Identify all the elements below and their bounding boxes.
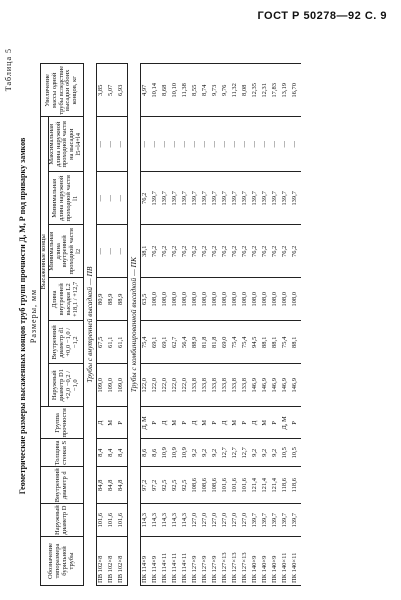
table-row [281, 64, 291, 586]
cell-min-len-inner: 76,2 [241, 225, 251, 278]
cell-max-len-outer: — [161, 117, 171, 172]
cell-upset-inner: 81,8 [211, 321, 221, 364]
table-row [161, 64, 171, 586]
cell-min-len-outer: 139,7 [181, 172, 191, 225]
cell-max-len-outer: — [107, 117, 117, 172]
cell-min-len-outer: 139,7 [221, 172, 231, 225]
cell-inner-d: 84,8 [107, 467, 117, 504]
cell-wall: 8,4 [96, 439, 107, 467]
cell-upset-inner: 56,4 [181, 321, 191, 364]
cell-max-len-outer: — [281, 117, 291, 172]
col-min-len-inner: Минимальная длина внутренней проходной части l2 [48, 225, 83, 278]
cell-min-len-outer: 76,2 [140, 172, 151, 225]
cell-type: ПК 140×9 [261, 537, 271, 586]
cell-type: ПК 127×13 [241, 537, 251, 586]
cell-min-len-outer: 139,7 [171, 172, 181, 225]
col-group: Группа прочности [41, 407, 84, 439]
cell-outer-d: 127,0 [201, 504, 211, 537]
cell-min-len-inner: — [117, 225, 128, 278]
cell-inner-d: 108,6 [211, 467, 221, 504]
cell-min-len-inner: — [96, 225, 107, 278]
cell-outer-d: 114,3 [161, 504, 171, 537]
cell-upset-outer: 133,8 [191, 364, 201, 407]
cell-min-len-inner: 76,2 [171, 225, 181, 278]
cell-min-len-outer: 139,7 [241, 172, 251, 225]
cell-max-len-outer: — [251, 117, 261, 172]
cell-mass: 4,97 [140, 64, 151, 117]
cell-inner-upset-len: 108,0 [281, 278, 291, 321]
cell-mass: 13,19 [281, 64, 291, 117]
table-row [211, 64, 221, 586]
col-inner-d: Внутренний диаметр d [41, 467, 84, 504]
cell-wall: 8,6 [151, 439, 161, 467]
cell-mass: 16,70 [291, 64, 301, 117]
cell-mass: 12,35 [251, 64, 261, 117]
cell-max-len-outer: — [96, 117, 107, 172]
cell-upset-inner: 75,4 [281, 321, 291, 364]
cell-min-len-outer: — [117, 172, 128, 225]
cell-max-len-outer: — [171, 117, 181, 172]
cell-group: Д [251, 407, 261, 439]
table-row [171, 64, 181, 586]
cell-min-len-outer: 139,7 [201, 172, 211, 225]
cell-min-len-inner: 76,2 [211, 225, 221, 278]
cell-type: ПК 140×9 [271, 537, 281, 586]
cell-type: ПК 140×11 [291, 537, 301, 586]
cell-inner-d: 118,6 [291, 467, 301, 504]
cell-outer-d: 127,0 [231, 504, 241, 537]
cell-upset-outer: 109,0 [96, 364, 107, 407]
cell-min-len-outer: 139,7 [211, 172, 221, 225]
cell-outer-d: 139,7 [281, 504, 291, 537]
cell-upset-inner: 67,5 [96, 321, 107, 364]
cell-inner-d: 97,2 [151, 467, 161, 504]
cell-mass: 8,74 [201, 64, 211, 117]
cell-inner-upset-len: 108,0 [211, 278, 221, 321]
cell-inner-d: 92,5 [181, 467, 191, 504]
table-row [151, 64, 161, 586]
cell-max-len-outer: — [271, 117, 281, 172]
cell-mass: 9,76 [221, 64, 231, 117]
cell-outer-d: 114,3 [171, 504, 181, 537]
cell-inner-upset-len: 80,9 [96, 278, 107, 321]
cell-inner-upset-len: 88,9 [117, 278, 128, 321]
cell-upset-outer: 146,9 [281, 364, 291, 407]
cell-group: Д, М [281, 407, 291, 439]
cell-upset-inner: 69,1 [161, 321, 171, 364]
cell-wall: 10,5 [281, 439, 291, 467]
cell-upset-outer: 109,0 [107, 364, 117, 407]
cell-upset-inner: 88,1 [261, 321, 271, 364]
cell-upset-inner: 75,4 [231, 321, 241, 364]
cell-mass: 11,38 [181, 64, 191, 117]
cell-wall: 9,2 [211, 439, 221, 467]
cell-min-len-inner: 76,2 [181, 225, 191, 278]
cell-upset-inner: 88,9 [191, 321, 201, 364]
table-row [261, 64, 271, 586]
cell-mass: 12,31 [261, 64, 271, 117]
cell-wall: 8,4 [117, 439, 128, 467]
cell-group: Д [161, 407, 171, 439]
cell-wall: 9,2 [251, 439, 261, 467]
cell-max-len-outer: — [117, 117, 128, 172]
cell-min-len-outer: 139,7 [271, 172, 281, 225]
dimensions-table [40, 63, 301, 586]
cell-wall: 9,2 [271, 439, 281, 467]
cell-upset-outer: 133,8 [221, 364, 231, 407]
table-subtitle: Размеры, мм [29, 288, 38, 344]
table-row [291, 64, 301, 586]
cell-inner-d: 121,4 [251, 467, 261, 504]
col-wall: Толщина стенки S [41, 439, 84, 467]
cell-min-len-outer: 139,7 [231, 172, 241, 225]
cell-group: Р [211, 407, 221, 439]
cell-max-len-outer: — [211, 117, 221, 172]
cell-upset-inner: 94,5 [251, 321, 261, 364]
cell-upset-outer: 122,0 [140, 364, 151, 407]
cell-outer-d: 139,7 [261, 504, 271, 537]
cell-wall: 10,9 [181, 439, 191, 467]
cell-upset-inner: 62,7 [171, 321, 181, 364]
cell-min-len-inner: — [107, 225, 117, 278]
cell-mass: 6,93 [117, 64, 128, 117]
table-row [251, 64, 261, 586]
cell-min-len-inner: 76,2 [231, 225, 241, 278]
table-row [107, 64, 117, 586]
cell-type: ПК 127×13 [231, 537, 241, 586]
cell-outer-d: 101,6 [117, 504, 128, 537]
cell-mass: 17,83 [271, 64, 281, 117]
col-max-len-outer: Максимальная длина наружной проходной части на высадки l5=l4+l4 [48, 117, 83, 172]
cell-min-len-outer: 139,7 [151, 172, 161, 225]
cell-inner-d: 121,4 [271, 467, 281, 504]
cell-type: ПК 114×11 [181, 537, 191, 586]
table-row [241, 64, 251, 586]
cell-type: ПВ 102×8 [96, 537, 107, 586]
cell-upset-outer: 122,0 [181, 364, 191, 407]
cell-min-len-outer: 139,7 [281, 172, 291, 225]
col-type: Обозначение типоразмера бурильной трубы [41, 537, 84, 586]
cell-outer-d: 127,0 [191, 504, 201, 537]
cell-max-len-outer: — [140, 117, 151, 172]
table-row [231, 64, 241, 586]
cell-inner-d: 108,6 [191, 467, 201, 504]
cell-group: Д [221, 407, 231, 439]
cell-max-len-outer: — [291, 117, 301, 172]
cell-wall: 12,7 [221, 439, 231, 467]
cell-inner-d: 101,6 [221, 467, 231, 504]
cell-mass: 8,68 [161, 64, 171, 117]
cell-max-len-outer: — [221, 117, 231, 172]
table-row [191, 64, 201, 586]
cell-group: Р [291, 407, 301, 439]
table-row [181, 64, 191, 586]
cell-upset-inner: 81,8 [201, 321, 211, 364]
cell-max-len-outer: — [191, 117, 201, 172]
col-min-len-outer: Минимальная длина наружной проходной части l1 [48, 172, 83, 225]
cell-type: ПК 140×9 [251, 537, 261, 586]
cell-inner-upset-len: 108,0 [161, 278, 171, 321]
cell-upset-outer: 133,8 [201, 364, 211, 407]
cell-upset-outer: 146,9 [271, 364, 281, 407]
pv-rows [96, 64, 127, 586]
section-internal: Трубы с внутренней высадкой — ПВ [83, 64, 96, 586]
cell-upset-outer: 146,9 [291, 364, 301, 407]
cell-type: ПК 127×9 [211, 537, 221, 586]
cell-max-len-outer: — [151, 117, 161, 172]
cell-type: ПВ 102×8 [117, 537, 128, 586]
cell-mass: 5,07 [107, 64, 117, 117]
cell-max-len-outer: — [231, 117, 241, 172]
table-row [201, 64, 211, 586]
table-title: Геометрические размеры высаженных концов труб групп прочности Д, М, Р под приварку замков [18, 137, 27, 495]
table-label: Таблица 5 [4, 48, 13, 92]
table-row [221, 64, 231, 586]
cell-type: ПК 114×9 [151, 537, 161, 586]
col-inner-upset-len: Длина внутренней высадки L2 +18,1 / +12,7 [48, 278, 83, 321]
cell-group: Д [96, 407, 107, 439]
cell-type: ПК 114×11 [161, 537, 171, 586]
cell-min-len-inner: 76,2 [151, 225, 161, 278]
table-row [140, 64, 151, 586]
col-outer-d: Наружный диаметр D [41, 504, 84, 537]
cell-wall: 12,7 [241, 439, 251, 467]
cell-upset-outer: 133,8 [211, 364, 221, 407]
cell-group: Д, М [140, 407, 151, 439]
cell-mass: 9,73 [211, 64, 221, 117]
cell-wall: 9,2 [261, 439, 271, 467]
cell-inner-upset-len: 108,0 [191, 278, 201, 321]
cell-inner-d: 108,6 [201, 467, 211, 504]
cell-min-len-outer: 139,7 [291, 172, 301, 225]
cell-inner-upset-len: 108,0 [271, 278, 281, 321]
cell-min-len-outer: 139,7 [251, 172, 261, 225]
cell-inner-d: 84,8 [96, 467, 107, 504]
cell-min-len-outer: — [107, 172, 117, 225]
cell-wall: 10,9 [171, 439, 181, 467]
cell-upset-outer: 133,8 [241, 364, 251, 407]
cell-outer-d: 127,0 [221, 504, 231, 537]
cell-upset-inner: 88,1 [291, 321, 301, 364]
cell-min-len-inner: 76,2 [271, 225, 281, 278]
cell-outer-d: 127,0 [211, 504, 221, 537]
cell-outer-d: 139,7 [291, 504, 301, 537]
cell-type: ПК 114×9 [140, 537, 151, 586]
cell-inner-upset-len: 108,0 [251, 278, 261, 321]
cell-inner-upset-len: 108,0 [261, 278, 271, 321]
cell-wall: 10,9 [161, 439, 171, 467]
table-row [271, 64, 281, 586]
cell-wall: 8,4 [107, 439, 117, 467]
cell-min-len-inner: 76,2 [281, 225, 291, 278]
cell-type: ПК 140×11 [281, 537, 291, 586]
cell-wall: 10,5 [291, 439, 301, 467]
cell-upset-outer: 146,9 [261, 364, 271, 407]
cell-inner-upset-len: 108,0 [231, 278, 241, 321]
cell-mass: 3,85 [96, 64, 107, 117]
cell-group: Р [271, 407, 281, 439]
col-upset-group: Высаженные концы [41, 117, 49, 407]
cell-group: Д [191, 407, 201, 439]
cell-inner-upset-len: 88,9 [107, 278, 117, 321]
cell-upset-inner: 75,4 [241, 321, 251, 364]
cell-outer-d: 101,6 [96, 504, 107, 537]
col-upset-inner: Внутренний диаметр d1 +0,0 −1,0 / −1,2 [48, 321, 83, 364]
cell-max-len-outer: — [181, 117, 191, 172]
cell-mass: 10,10 [171, 64, 181, 117]
cell-upset-inner: 69,1 [151, 321, 161, 364]
cell-group: М [107, 407, 117, 439]
cell-inner-upset-len: 108,0 [181, 278, 191, 321]
cell-type: ПК 114×11 [171, 537, 181, 586]
cell-group: М [201, 407, 211, 439]
cell-upset-outer: 133,8 [231, 364, 241, 407]
cell-type: ПВ 102×8 [107, 537, 117, 586]
cell-group: Р [151, 407, 161, 439]
cell-min-len-inner: 76,2 [191, 225, 201, 278]
cell-inner-d: 92,5 [161, 467, 171, 504]
cell-outer-d: 127,0 [241, 504, 251, 537]
cell-inner-upset-len: 108,0 [151, 278, 161, 321]
cell-inner-d: 101,6 [241, 467, 251, 504]
cell-upset-outer: 122,0 [171, 364, 181, 407]
cell-min-len-outer: 139,7 [191, 172, 201, 225]
cell-inner-upset-len: 108,0 [201, 278, 211, 321]
cell-upset-outer: 122,0 [151, 364, 161, 407]
cell-max-len-outer: — [241, 117, 251, 172]
table-row [117, 64, 128, 586]
cell-upset-outer: 109,0 [117, 364, 128, 407]
cell-inner-d: 101,6 [231, 467, 241, 504]
cell-group: Р [181, 407, 191, 439]
cell-max-len-outer: — [261, 117, 271, 172]
cell-inner-upset-len: 108,0 [291, 278, 301, 321]
cell-upset-inner: 88,1 [271, 321, 281, 364]
cell-upset-outer: 122,0 [161, 364, 171, 407]
cell-min-len-inner: 76,2 [291, 225, 301, 278]
cell-wall: 9,2 [191, 439, 201, 467]
cell-upset-outer: 146,9 [251, 364, 261, 407]
cell-mass: 11,32 [231, 64, 241, 117]
section-combined: Трубы с комбинированной высадкой — ПК [127, 64, 140, 586]
cell-min-len-outer: 139,7 [261, 172, 271, 225]
cell-outer-d: 101,6 [107, 504, 117, 537]
col-mass: Увеличение массы одной трубы вследствие высадки обоих концов, кг [41, 64, 84, 117]
cell-inner-upset-len: 108,0 [171, 278, 181, 321]
cell-group: Р [117, 407, 128, 439]
cell-inner-d: 121,4 [261, 467, 271, 504]
cell-inner-d: 92,5 [171, 467, 181, 504]
cell-mass: 8,55 [191, 64, 201, 117]
cell-min-len-inner: 76,2 [161, 225, 171, 278]
cell-min-len-inner: 76,2 [201, 225, 211, 278]
cell-type: ПК 127×13 [221, 537, 231, 586]
cell-wall: 8,6 [140, 439, 151, 467]
cell-inner-d: 118,6 [281, 467, 291, 504]
cell-max-len-outer: — [201, 117, 211, 172]
cell-inner-upset-len: 108,0 [221, 278, 231, 321]
cell-min-len-outer: 139,7 [161, 172, 171, 225]
cell-outer-d: 139,7 [271, 504, 281, 537]
cell-wall: 9,2 [201, 439, 211, 467]
cell-outer-d: 114,3 [140, 504, 151, 537]
rotated-table-block [4, 46, 388, 586]
cell-type: ПК 127×9 [201, 537, 211, 586]
cell-outer-d: 139,7 [251, 504, 261, 537]
cell-group: М [171, 407, 181, 439]
cell-upset-inner: 61,1 [117, 321, 128, 364]
page-header: ГОСТ Р 50278—92 С. 9 [257, 10, 387, 22]
cell-min-len-inner: 38,1 [140, 225, 151, 278]
cell-group: М [231, 407, 241, 439]
cell-upset-inner: 61,1 [107, 321, 117, 364]
cell-min-len-inner: 76,2 [261, 225, 271, 278]
cell-mass: 8,08 [241, 64, 251, 117]
cell-group: М [261, 407, 271, 439]
cell-outer-d: 114,3 [181, 504, 191, 537]
cell-outer-d: 114,3 [151, 504, 161, 537]
cell-upset-inner: 69,0 [221, 321, 231, 364]
cell-inner-d: 97,2 [140, 467, 151, 504]
cell-inner-upset-len: 108,0 [241, 278, 251, 321]
cell-inner-upset-len: 63,5 [140, 278, 151, 321]
table-row [96, 64, 107, 586]
cell-min-len-inner: 76,2 [251, 225, 261, 278]
cell-mass: 10,14 [151, 64, 161, 117]
cell-group: Р [241, 407, 251, 439]
cell-type: ПК 127×9 [191, 537, 201, 586]
cell-min-len-outer: — [96, 172, 107, 225]
cell-min-len-inner: 76,2 [221, 225, 231, 278]
col-upset-outer: Наружный диаметр D1 +2,0 −0,2 / −1,0 [48, 364, 83, 407]
cell-inner-d: 84,8 [117, 467, 128, 504]
pk-rows [140, 64, 301, 586]
cell-wall: 12,7 [231, 439, 241, 467]
cell-upset-inner: 75,4 [140, 321, 151, 364]
